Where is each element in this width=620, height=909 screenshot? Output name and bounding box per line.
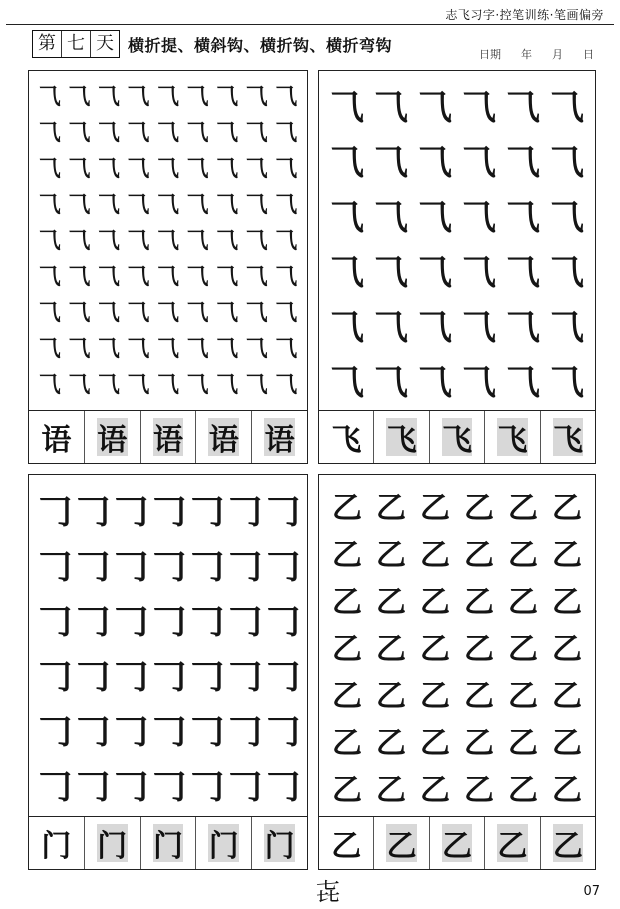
lesson-title: 横折提、横斜钩、横折钩、横折弯钩 <box>128 36 393 55</box>
stroke-glyph: 𠃌 <box>187 765 224 807</box>
stroke-glyph: 乙 <box>376 537 406 573</box>
model-character-cell <box>540 411 595 463</box>
model-character: 门 <box>41 829 72 864</box>
stroke-glyph: 乙 <box>420 584 450 620</box>
model-character-cell <box>373 817 428 869</box>
stroke-glyph: ⺄ <box>462 88 496 128</box>
practice-panel-top-right <box>318 70 596 464</box>
model-character: 乙 <box>386 829 417 864</box>
stroke-practice-grid <box>35 77 301 401</box>
footer-seal-mark: 㐂 <box>316 878 340 906</box>
stroke-glyph: ⺄ <box>97 119 120 146</box>
stroke-glyph: 𠃌 <box>149 655 186 697</box>
stroke-glyph: ⺄ <box>275 335 298 362</box>
stroke-glyph: ⺄ <box>127 371 150 398</box>
stroke-glyph: ⺄ <box>462 198 496 238</box>
stroke-glyph: ⺄ <box>550 308 584 348</box>
stroke-glyph: ⺄ <box>462 253 496 293</box>
stroke-glyph: ⺄ <box>156 155 179 182</box>
model-character: 飞 <box>331 423 362 458</box>
stroke-glyph: 乙 <box>464 631 494 667</box>
stroke-glyph: ⺄ <box>38 371 61 398</box>
stroke-glyph: ⺄ <box>418 363 452 403</box>
model-character-cell <box>484 817 539 869</box>
stroke-glyph: 乙 <box>464 537 494 573</box>
stroke-glyph: 乙 <box>552 725 582 761</box>
stroke-glyph: ⺄ <box>68 191 91 218</box>
stroke-glyph: ⺄ <box>127 119 150 146</box>
stroke-glyph: ⺄ <box>275 263 298 290</box>
stroke-glyph: ⺄ <box>418 253 452 293</box>
stroke-practice-grid <box>325 481 589 810</box>
model-character: 飞 <box>552 423 583 458</box>
stroke-glyph: 𠃌 <box>225 765 262 807</box>
stroke-glyph: ⺄ <box>68 263 91 290</box>
practice-panel-bottom-right <box>318 474 596 870</box>
model-character-cell <box>540 817 595 869</box>
stroke-glyph: ⺄ <box>550 198 584 238</box>
stroke-glyph: 乙 <box>552 490 582 526</box>
model-character: 语 <box>41 423 72 458</box>
stroke-glyph: ⺄ <box>97 191 120 218</box>
model-character-cell <box>195 817 251 869</box>
stroke-glyph: ⺄ <box>68 335 91 362</box>
stroke-glyph: 𠃌 <box>225 655 262 697</box>
stroke-glyph: ⺄ <box>216 83 239 110</box>
stroke-glyph: 𠃌 <box>73 765 110 807</box>
day-label-box <box>32 30 120 58</box>
stroke-glyph: ⺄ <box>275 299 298 326</box>
stroke-glyph: 乙 <box>420 537 450 573</box>
stroke-glyph: ⺄ <box>127 155 150 182</box>
stroke-glyph: 乙 <box>508 772 538 808</box>
stroke-glyph: 𠃌 <box>187 545 224 587</box>
stroke-glyph: ⺄ <box>245 119 268 146</box>
stroke-glyph: ⺄ <box>330 198 364 238</box>
stroke-glyph: 乙 <box>464 490 494 526</box>
model-character: 乙 <box>442 829 473 864</box>
stroke-glyph: ⺄ <box>186 119 209 146</box>
day-of-month-label: 日 <box>583 48 594 61</box>
stroke-glyph: ⺄ <box>216 155 239 182</box>
stroke-glyph: ⺄ <box>68 155 91 182</box>
stroke-glyph: ⺄ <box>418 308 452 348</box>
stroke-glyph: ⺄ <box>374 308 408 348</box>
stroke-glyph: 乙 <box>332 772 362 808</box>
stroke-glyph: 乙 <box>508 584 538 620</box>
stroke-glyph: 𠃌 <box>263 545 300 587</box>
stroke-glyph: 乙 <box>376 678 406 714</box>
stroke-glyph: 乙 <box>552 678 582 714</box>
stroke-glyph: ⺄ <box>374 88 408 128</box>
stroke-glyph: ⺄ <box>275 227 298 254</box>
model-character: 门 <box>152 829 183 864</box>
stroke-glyph: ⺄ <box>506 363 540 403</box>
stroke-glyph: ⺄ <box>330 253 364 293</box>
stroke-glyph: 𠃌 <box>35 545 72 587</box>
stroke-glyph: ⺄ <box>245 191 268 218</box>
stroke-glyph: 𠃌 <box>111 765 148 807</box>
stroke-glyph: ⺄ <box>186 83 209 110</box>
stroke-glyph: ⺄ <box>245 227 268 254</box>
stroke-glyph: ⺄ <box>186 263 209 290</box>
stroke-glyph: ⺄ <box>127 227 150 254</box>
stroke-glyph: 乙 <box>552 772 582 808</box>
model-character-cell <box>319 411 373 463</box>
stroke-glyph: ⺄ <box>127 299 150 326</box>
stroke-glyph: ⺄ <box>97 227 120 254</box>
model-character-row <box>29 410 307 463</box>
stroke-glyph: ⺄ <box>275 119 298 146</box>
stroke-glyph: 𠃌 <box>187 600 224 642</box>
stroke-glyph: ⺄ <box>245 371 268 398</box>
stroke-glyph: ⺄ <box>156 227 179 254</box>
stroke-glyph: ⺄ <box>186 191 209 218</box>
stroke-glyph: 𠃌 <box>187 655 224 697</box>
model-character: 飞 <box>442 423 473 458</box>
model-character: 乙 <box>497 829 528 864</box>
stroke-glyph: ⺄ <box>97 371 120 398</box>
stroke-glyph: 𠃌 <box>111 655 148 697</box>
stroke-glyph: 乙 <box>552 584 582 620</box>
stroke-glyph: 𠃌 <box>263 710 300 752</box>
stroke-glyph: 𠃌 <box>263 600 300 642</box>
stroke-glyph: ⺄ <box>275 371 298 398</box>
model-character: 飞 <box>497 423 528 458</box>
stroke-glyph: 𠃌 <box>35 765 72 807</box>
stroke-glyph: 乙 <box>552 537 582 573</box>
stroke-glyph: ⺄ <box>462 363 496 403</box>
model-character-cell <box>251 817 307 869</box>
stroke-glyph: 𠃌 <box>149 710 186 752</box>
stroke-glyph: 𠃌 <box>111 490 148 532</box>
stroke-glyph: 𠃌 <box>35 655 72 697</box>
model-character: 语 <box>208 423 239 458</box>
stroke-glyph: 乙 <box>332 584 362 620</box>
stroke-glyph: 𠃌 <box>187 710 224 752</box>
stroke-glyph: ⺄ <box>216 119 239 146</box>
stroke-glyph: ⺄ <box>38 263 61 290</box>
stroke-glyph: 乙 <box>508 537 538 573</box>
stroke-glyph: 𠃌 <box>111 545 148 587</box>
stroke-glyph: 乙 <box>552 631 582 667</box>
stroke-glyph: ⺄ <box>186 227 209 254</box>
stroke-glyph: ⺄ <box>186 335 209 362</box>
model-character: 语 <box>264 423 295 458</box>
stroke-glyph: ⺄ <box>506 308 540 348</box>
stroke-glyph: ⺄ <box>275 191 298 218</box>
stroke-glyph: 𠃌 <box>225 490 262 532</box>
stroke-glyph: 𠃌 <box>225 600 262 642</box>
model-character: 语 <box>152 423 183 458</box>
stroke-glyph: ⺄ <box>38 155 61 182</box>
stroke-glyph: ⺄ <box>550 253 584 293</box>
stroke-glyph: 乙 <box>376 772 406 808</box>
day-char-2: 七 <box>61 31 90 57</box>
stroke-glyph: 乙 <box>508 490 538 526</box>
stroke-glyph: ⺄ <box>127 263 150 290</box>
stroke-glyph: 𠃌 <box>35 710 72 752</box>
page-number: 07 <box>583 884 600 899</box>
stroke-glyph: ⺄ <box>68 299 91 326</box>
stroke-glyph: 𠃌 <box>263 765 300 807</box>
stroke-glyph: ⺄ <box>418 198 452 238</box>
stroke-glyph: ⺄ <box>216 335 239 362</box>
stroke-glyph: ⺄ <box>38 191 61 218</box>
stroke-glyph: 乙 <box>464 725 494 761</box>
stroke-glyph: 𠃌 <box>73 655 110 697</box>
stroke-glyph: 乙 <box>508 678 538 714</box>
stroke-glyph: ⺄ <box>38 83 61 110</box>
stroke-glyph: ⺄ <box>156 83 179 110</box>
stroke-glyph: 乙 <box>420 725 450 761</box>
stroke-glyph: ⺄ <box>216 191 239 218</box>
stroke-glyph: ⺄ <box>374 253 408 293</box>
stroke-glyph: ⺄ <box>97 263 120 290</box>
stroke-glyph: ⺄ <box>462 308 496 348</box>
stroke-glyph: ⺄ <box>156 299 179 326</box>
stroke-glyph: ⺄ <box>462 143 496 183</box>
stroke-glyph: ⺄ <box>506 88 540 128</box>
stroke-glyph: 𠃌 <box>73 710 110 752</box>
stroke-glyph: 𠃌 <box>35 600 72 642</box>
model-character: 语 <box>97 423 128 458</box>
stroke-glyph: 乙 <box>332 725 362 761</box>
model-character: 飞 <box>386 423 417 458</box>
model-character-cell <box>195 411 251 463</box>
stroke-glyph: ⺄ <box>38 299 61 326</box>
year-label: 年 <box>521 48 532 61</box>
stroke-glyph: 乙 <box>332 631 362 667</box>
model-character-row <box>319 410 595 463</box>
stroke-glyph: ⺄ <box>216 299 239 326</box>
stroke-glyph: ⺄ <box>374 363 408 403</box>
stroke-glyph: 𠃌 <box>187 490 224 532</box>
stroke-glyph: 𠃌 <box>73 545 110 587</box>
stroke-glyph: ⺄ <box>245 155 268 182</box>
stroke-glyph: ⺄ <box>68 371 91 398</box>
stroke-glyph: ⺄ <box>38 335 61 362</box>
stroke-glyph: ⺄ <box>418 143 452 183</box>
stroke-glyph: ⺄ <box>156 371 179 398</box>
stroke-glyph: ⺄ <box>245 335 268 362</box>
model-character-cell <box>373 411 428 463</box>
model-character-cell <box>29 411 84 463</box>
stroke-glyph: 𠃌 <box>225 545 262 587</box>
stroke-glyph: ⺄ <box>374 143 408 183</box>
date-row <box>479 46 594 62</box>
model-character-cell <box>84 817 140 869</box>
day-char-1: 第 <box>38 33 56 54</box>
day-char-3: 天 <box>90 31 119 57</box>
stroke-glyph: ⺄ <box>127 335 150 362</box>
stroke-glyph: 乙 <box>376 725 406 761</box>
stroke-glyph: ⺄ <box>275 83 298 110</box>
stroke-practice-grid <box>325 77 589 407</box>
stroke-glyph: 乙 <box>464 678 494 714</box>
stroke-glyph: 𠃌 <box>35 490 72 532</box>
model-character: 乙 <box>552 829 583 864</box>
model-character-cell <box>29 817 84 869</box>
stroke-glyph: 𠃌 <box>149 490 186 532</box>
stroke-glyph: ⺄ <box>330 308 364 348</box>
stroke-glyph: ⺄ <box>97 335 120 362</box>
header-rule <box>6 24 614 25</box>
stroke-glyph: ⺄ <box>68 227 91 254</box>
stroke-glyph: ⺄ <box>550 363 584 403</box>
stroke-glyph: ⺄ <box>550 88 584 128</box>
stroke-glyph: 乙 <box>464 584 494 620</box>
stroke-glyph: ⺄ <box>186 155 209 182</box>
model-character-cell <box>319 817 373 869</box>
stroke-glyph: ⺄ <box>68 83 91 110</box>
stroke-glyph: 𠃌 <box>149 545 186 587</box>
stroke-glyph: ⺄ <box>38 227 61 254</box>
stroke-glyph: 乙 <box>376 584 406 620</box>
stroke-glyph: ⺄ <box>550 143 584 183</box>
stroke-glyph: ⺄ <box>186 371 209 398</box>
practice-panel-top-left <box>28 70 308 464</box>
stroke-glyph: ⺄ <box>216 371 239 398</box>
model-character-cell <box>251 411 307 463</box>
model-character-row <box>29 816 307 869</box>
model-character-cell <box>484 411 539 463</box>
model-character: 门 <box>97 829 128 864</box>
stroke-glyph: 𠃌 <box>149 765 186 807</box>
stroke-glyph: ⺄ <box>68 119 91 146</box>
stroke-glyph: ⺄ <box>506 198 540 238</box>
stroke-glyph: ⺄ <box>245 83 268 110</box>
stroke-glyph: ⺄ <box>97 155 120 182</box>
stroke-glyph: 𠃌 <box>263 490 300 532</box>
model-character: 门 <box>264 829 295 864</box>
stroke-glyph: 乙 <box>332 678 362 714</box>
model-character-cell <box>140 817 196 869</box>
stroke-glyph: ⺄ <box>245 299 268 326</box>
stroke-glyph: ⺄ <box>506 143 540 183</box>
stroke-glyph: ⺄ <box>156 119 179 146</box>
stroke-glyph: ⺄ <box>275 155 298 182</box>
stroke-glyph: ⺄ <box>245 263 268 290</box>
stroke-glyph: ⺄ <box>156 263 179 290</box>
stroke-glyph: ⺄ <box>418 88 452 128</box>
stroke-glyph: 乙 <box>376 631 406 667</box>
practice-panel-bottom-left <box>28 474 308 870</box>
model-character: 乙 <box>331 829 362 864</box>
model-character-cell <box>429 411 484 463</box>
stroke-glyph: ⺄ <box>330 143 364 183</box>
book-title: 志飞习字·控笔训练·笔画偏旁 <box>445 8 604 22</box>
stroke-glyph: ⺄ <box>506 253 540 293</box>
stroke-glyph: 𠃌 <box>111 710 148 752</box>
stroke-glyph: ⺄ <box>216 263 239 290</box>
stroke-glyph: 乙 <box>420 490 450 526</box>
stroke-glyph: 𠃌 <box>263 655 300 697</box>
model-character-cell <box>84 411 140 463</box>
stroke-glyph: ⺄ <box>330 88 364 128</box>
model-character-row <box>319 816 595 869</box>
stroke-glyph: ⺄ <box>156 191 179 218</box>
stroke-glyph: ⺄ <box>330 363 364 403</box>
stroke-glyph: ⺄ <box>156 335 179 362</box>
model-character-cell <box>140 411 196 463</box>
stroke-glyph: ⺄ <box>127 191 150 218</box>
stroke-glyph: 乙 <box>376 490 406 526</box>
stroke-glyph: ⺄ <box>127 83 150 110</box>
stroke-glyph: 乙 <box>332 490 362 526</box>
model-character: 门 <box>208 829 239 864</box>
stroke-glyph: 乙 <box>508 725 538 761</box>
date-label: 日期 <box>479 48 501 61</box>
month-label: 月 <box>552 48 563 61</box>
stroke-glyph: 乙 <box>332 537 362 573</box>
model-character-cell <box>429 817 484 869</box>
stroke-practice-grid <box>35 481 301 811</box>
stroke-glyph: 𠃌 <box>111 600 148 642</box>
stroke-glyph: ⺄ <box>38 119 61 146</box>
stroke-glyph: ⺄ <box>97 299 120 326</box>
stroke-glyph: 乙 <box>420 772 450 808</box>
stroke-glyph: 𠃌 <box>73 600 110 642</box>
stroke-glyph: 𠃌 <box>73 490 110 532</box>
stroke-glyph: ⺄ <box>374 198 408 238</box>
stroke-glyph: ⺄ <box>186 299 209 326</box>
stroke-glyph: 乙 <box>420 631 450 667</box>
stroke-glyph: 𠃌 <box>149 600 186 642</box>
stroke-glyph: 乙 <box>508 631 538 667</box>
stroke-glyph: ⺄ <box>216 227 239 254</box>
stroke-glyph: 乙 <box>420 678 450 714</box>
stroke-glyph: ⺄ <box>97 83 120 110</box>
stroke-glyph: 𠃌 <box>225 710 262 752</box>
stroke-glyph: 乙 <box>464 772 494 808</box>
